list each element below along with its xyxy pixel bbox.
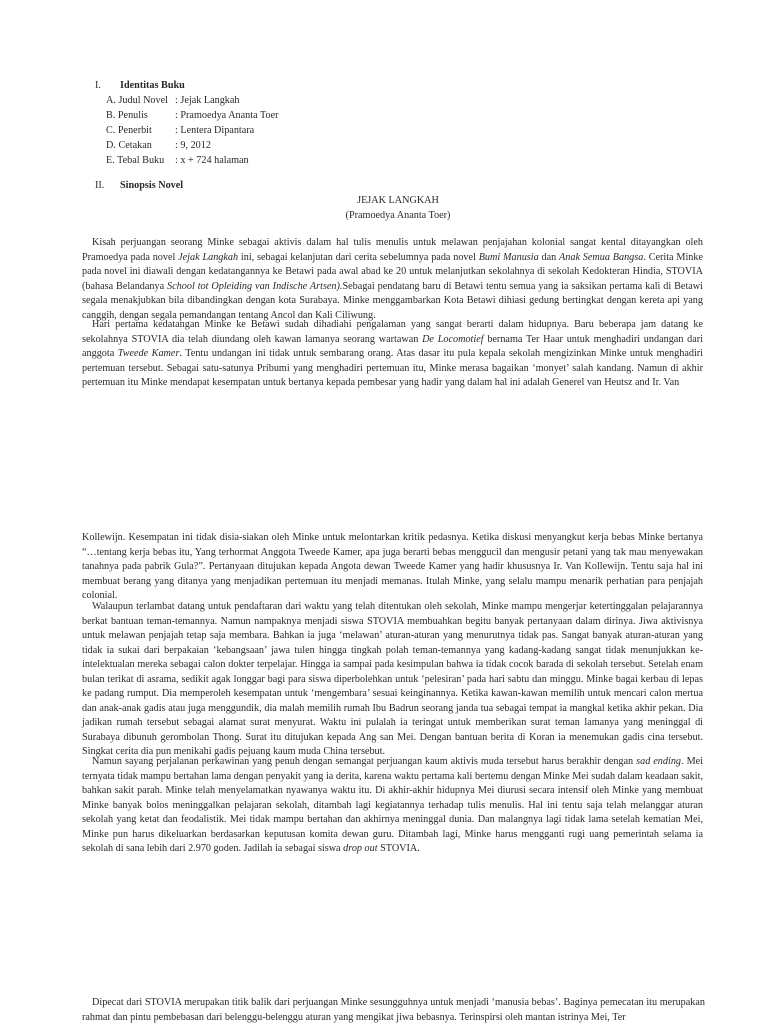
identity-key: B. Penulis [106, 110, 148, 121]
identity-value: : x + 724 halaman [175, 155, 249, 166]
identity-value: : Jejak Langkah [175, 95, 240, 106]
identity-value: : Lentera Dipantara [175, 125, 255, 136]
section1-heading: Identitas Buku [120, 80, 185, 91]
paragraph-2: Hari pertama kedatangan Minke ke Betawi sudah dihadiahi pengalaman yang sangat berarti dalam hidupnya. Baru beberapa jam datang ke sekolahnya STOVIA dia telah diundang oleh kawan lamanya seorang wartawan De Locomotief bernama Ter Haar untuk menghadiri undangan dari anggota Tweede Kamer. Tentu undangan ini tidak untuk sembarang orang. Atas dasar itu pula kepala sekolah mengizinkan Minke untuk menghadiri pertemuan tersebut. Sebagai satu-satunya Pribumi yang menghadiri pertemuan itu, Minke merasa bagaikan ‘monyet’ salah kandang. Namun di akhir pertemuan itu Minke mendapat kesempatan untuk bertanya kepada pembesar yang hadir yang dalam hal ini adalah Generel van Heutsz and Ir. Van [82, 319, 704, 388]
identity-key: C. Penerbit [106, 125, 152, 136]
identity-value: : Pramoedya Ananta Toer [175, 110, 279, 121]
identity-key: D. Cetakan [106, 140, 152, 151]
section2-heading: Sinopsis Novel [120, 180, 184, 191]
section1-number: I. [95, 80, 101, 91]
section2-number: II. [95, 180, 105, 191]
paragraph-6: Dipecat dari STOVIA merupakan titik balik dari perjuangan Minke sesungguhnya untuk menjadi ‘manusia bebas’. Baginya pemecatan itu merupakan rahmat dan pintu pembebasan dari belenggu-belenggu aturan yang mengikat jiwa bebasnya. Terinspirsi oleh mantan istrinya Mei, Ter [82, 997, 705, 1023]
paragraph-3: Kollewijn. Kesempatan ini tidak disia-siakan oleh Minke untuk melontarkan kritik pedasnya. Ketika diskusi menyangkut kerja bebas Minke bertanya “…tentang kerja bebas itu, Yang terhormat Anggota Tweede Kamer, apa juga berarti bebas menggucil dan mengusir petani yang tak mau menyewakan tanahnya pada pabrik Gula?”. Pertanyaan ditujukan kepada Angota dewan Tweede Kamer yang hadir khususnya Ir. Van Kollewijn. Tentu saja hal ini membuat berang yang ditanya yang menjadikan pertemuan itu menjadi memanas. Itulah Minke, yang selalu mampu menarik perhatian para penjajah colonial. [82, 532, 703, 601]
paragraph-4: Walaupun terlambat datang untuk pendaftaran dari waktu yang telah ditentukan oleh sekolah, Minke mampu mengerjar ketertinggalan pelajarannya berkat bantuan teman-temannya. Namun nampaknya menjadi siswa STOVIA membuahkan begitu banyak pertanyaan dalam dirinya. Jiwa aktivisnya untuk melawan penjajah tetap saja membara. Bahkan ia juga ‘melawan’ aturan-aturan yang menurutnya tidak pas. Sangat banyak aturan-aturan yang tidak ia sukai dari berpakaian ‘kebangsaan’ jawa tulen hingga tingkah polah teman-temannya yang kadang-kadang sangat tidak menunjukkan ke-intelektualan mereka sebagai calon dokter terpelajar. Hingga ia sampai pada kesimpulan bahwa ia tidak cocok barada di sekolah tersebut. Setelah enam bulan terikat di asrama, sedikit agak longgar bagi para siswa diperbolehkan untuk ‘pelesiran’ pada hari sabtu dan minggu. Minke bagai kerbau di lepas ke padang rumput. Dia memperoleh kesempatan untuk ‘mengembara’ sesuai keinginannya. Ketika kawan-kawan memilih untuk mencari calon mertua dan anak-anak gadis atau juga menggundik, dia malah memilih rumah Ibu Badrun seorang janda tua sebagai tempat ia mangkal ketika akhir pekan. Dia jadikan rumah tersebut sebagai alamat surat menyurat. Waktu ini pulalah ia teringat untuk memberikan surat teman lamanya yang meninggal di Surabaya dibunuh gerombolan Thong. Surat itu ditujukan kepada Ang san Mei. Dengan bantuan berita di Koran ia menemukan gadis cina tersebut. Singkat cerita dia pun menikahi gadis pejuang kaum muda China tersebut. [82, 601, 703, 757]
identity-key: A. Judul Novel [106, 95, 168, 106]
identity-key: E. Tebal Buku [106, 155, 165, 166]
synopsis-title: JEJAK LANGKAH [357, 195, 439, 206]
paragraph-1: Kisah perjuangan seorang Minke sebagai aktivis dalam hal tulis menulis untuk melawan penjajahan kolonial sangat kental ditayangkan oleh Pramoedya pada novel Jejak Langkah ini, sebagai kelanjutan dari cerita sebelumnya pada novel Bumi Manusia dan Anak Semua Bangsa. Cerita Minke pada novel ini diawali dengan kedatangannya ke Betawi pada awal abad ke 20 untuk melanjutkan sekolahnya di sekolah Kedokteran Hindia, STOVIA (bahasa Belandanya School tot Opleiding van Indische Artsen).Sebagai pendatang baru di Betawi tentu semua yang ia saksikan pertama kali di Betawi segala menakjubkan bila dibandingkan dengan kota Surabaya. Minke menggambarkan Kota Betawi dihiasi gedung bertingkat dengan kereta api yang canggih, dengan segala pemandangan tentang Ancol dan Kali Ciliwung. [82, 237, 703, 321]
paragraph-5: Namun sayang perjalanan perkawinan yang penuh dengan semangat perjuangan kaum aktivis muda tersebut harus berakhir dengan sad ending. Mei ternyata tidak mampu bertahan lama dengan penyakit yang ia derita, karena waktu pertama kali bertemu dengan Minke Mei sudah dalam keadaan sakit, bahkan sakit parah. Minke telah menyelamatkan nyawanya waktu itu. Di akhir-akhir hidupnya Mei diurusi secara intensif oleh Minke yang membuat Minke banyak bolos meninggalkan pelajaran sekolah, ditambah lagi kegiatannya terhadap tulis menulis. Hal ini tentu saja telah melanggar aturan sekolah yang ketat dan feodalistik. Mei tidak mampu bertahan dan akhirnya meninggal dunia. Dan malangnya lagi tidak lama setelah kematian Mei, Minke pun harus dikeluarkan berdasarkan keputusan komita dewan guru. Ditambah lagi, Minke harus mengganti rugi uang pemerintah selama ia sekolah di sana lebih dari 2.970 goden. Jadilah ia sebagai siswa drop out STOVIA. [82, 756, 703, 854]
identity-value: : 9, 2012 [175, 140, 211, 151]
synopsis-subtitle: (Pramoedya Ananta Toer) [345, 210, 451, 221]
